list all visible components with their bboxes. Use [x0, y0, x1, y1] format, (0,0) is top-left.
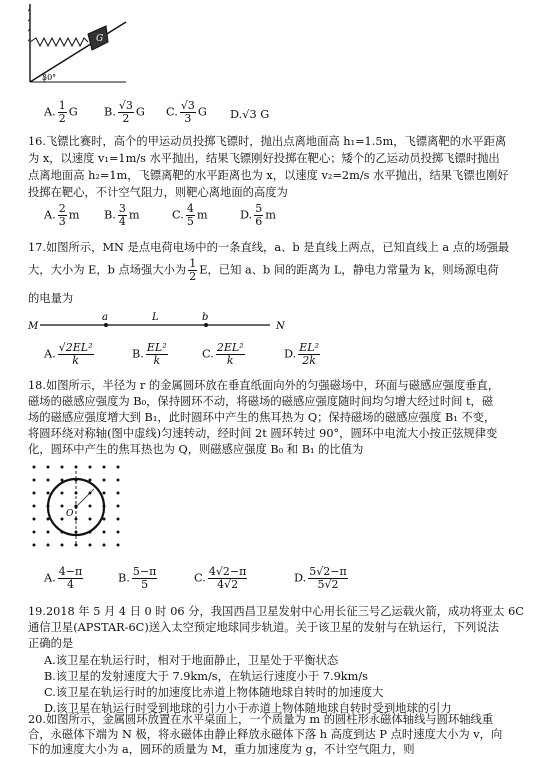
q16-option-a[interactable]: A. $\frac{2}{3}$ m: [44, 202, 80, 228]
q16-option-b[interactable]: B. $\frac{3}{4}$ m: [104, 202, 140, 228]
field-dot: [117, 479, 120, 482]
q18-line-5: 化，圆环中产生的焦耳热也为 Q，则磁感应强度 B₀ 和 B₁ 的比值为: [28, 443, 364, 456]
q18-option-c[interactable]: C. $\frac{4√2-\pi}{4√2}$: [194, 565, 247, 591]
q19-line-2: 通信卫星(APSTAR-6C)送入太空预定地球同步轨道。关于该卫星的发射与在轨运行，下列说法: [28, 621, 499, 634]
field-dot: [33, 505, 36, 508]
q15-option-d[interactable]: D.√3 G: [230, 108, 270, 121]
field-dot: [117, 531, 120, 534]
q17-line-1: 17.如图所示，MN 是点电荷电场中的一条直线，a、b 是直线上两点，已知直线上 a 点的场强最: [28, 241, 510, 254]
angle-label: 30°: [42, 73, 57, 82]
q16-option-c[interactable]: C. $\frac{4}{5}$ m: [172, 202, 208, 228]
field-dot: [103, 544, 106, 547]
q20-line-2: 合，永磁体下端为 N 极，将永磁体由静止释放永磁体下落 h 高度到达 P 点时速度大小为 v，向: [28, 728, 503, 741]
field-dot: [47, 479, 50, 482]
field-dot: [89, 466, 92, 469]
field-dot: [117, 518, 120, 521]
q19-line-1: 19.2018 年 5 月 4 日 0 时 06 分，我国西昌卫星发射中心用长征三号乙运载火箭，成功将亚太 6C: [28, 605, 524, 618]
point-a: [104, 323, 108, 327]
field-dot: [117, 492, 120, 495]
q18-line-1: 18.如图所示，半径为 r 的金属圆环放在垂直纸面向外的匀强磁场中，环面与磁感应强度垂直，: [28, 379, 500, 392]
field-dot: [33, 466, 36, 469]
q17-option-b[interactable]: B. $\frac{\text{EL²}}{k}$: [132, 341, 167, 367]
q20-line-3: 下的加速度大小为 a，圆环的质量为 M，重力加速度为 g，不计空气阻力，则: [28, 743, 415, 756]
label-b: b: [202, 312, 209, 323]
field-dot: [75, 466, 78, 469]
q19-choice-a[interactable]: A.该卫星在轨运行时，相对于地面静止，卫星处于平衡状态: [44, 654, 339, 667]
q15-option-a[interactable]: A. $\frac{1}{2}$ G: [44, 99, 78, 125]
label-m: M: [28, 321, 39, 332]
q18-line-4: 将圆环绕对称轴(图中虚线)匀速转动，经时间 2t 圆环转过 90°，圆环中电流大小按正弦规律变: [28, 427, 498, 440]
point-b: [204, 323, 208, 327]
field-dot: [61, 466, 64, 469]
q16-option-d[interactable]: D. $\frac{5}{6}$ m: [240, 202, 276, 228]
label-n: N: [276, 321, 285, 332]
field-dot: [61, 492, 64, 495]
incline-spring-figure: [28, 4, 128, 84]
q19-choice-b[interactable]: B.该卫星的发射速度大于 7.9km/s，在轨运行速度小于 7.9km/s: [44, 670, 368, 683]
field-dot: [89, 544, 92, 547]
label-a: a: [102, 312, 108, 323]
q16-line-2: 为 x，以速度 v₁=1m/s 水平抛出，结果飞镖刚好投掷在靶心；矮个的乙运动员投掷飞镖时抛出: [28, 152, 500, 165]
center-label: O: [66, 509, 74, 519]
q19-choice-d[interactable]: D.该卫星在轨运行时受到地球的引力小于赤道上物体随地球自转时受到地球的引力: [44, 702, 452, 715]
q18-option-d[interactable]: D. $\frac{5√2-\pi}{5√2}$: [294, 565, 347, 591]
field-dot: [103, 531, 106, 534]
q15-option-c[interactable]: C. $\frac{√3}{3}$ G: [166, 99, 207, 125]
field-dot: [33, 531, 36, 534]
field-dot: [117, 505, 120, 508]
q18-option-a[interactable]: A. $\frac{4-\pi}{4}$: [44, 565, 83, 591]
field-dot: [89, 505, 92, 508]
q18-line-3: 场的磁感应强度增大到 B₁，此时圆环中产生的焦耳热为 Q；保持磁场的磁感应强度 B₁ 不变，: [28, 411, 496, 424]
field-dot: [103, 466, 106, 469]
q19-choice-c[interactable]: C.该卫星在轨运行时的加速度比赤道上物体随地球自转时的加速度大: [44, 686, 384, 699]
field-dot: [33, 492, 36, 495]
field-dot: [103, 492, 106, 495]
block-label: G: [96, 34, 104, 44]
mn-line-figure: [28, 310, 298, 332]
q18-line-2: 磁场的磁感应强度为 B₀，保持圆环不动，将磁场的磁感应强度随时间均匀增大经过时间 t，磁: [28, 395, 494, 408]
label-l: L: [152, 312, 159, 323]
field-dot: [61, 518, 64, 521]
q17-line-2: 大，大小为 E，b 点场强大小为 $\frac{1}{2}$ E，已知 a、b 间的距离为 L，静电力常量为 k，则场源电荷: [28, 257, 499, 283]
q18-option-b[interactable]: B. $\frac{5-\pi}{5}$: [118, 565, 157, 591]
q16-line-4: 投掷在靶心，不计空气阻力，则靶心离地面的高度为: [28, 186, 288, 199]
q17-option-d[interactable]: D. $\frac{\text{EL²}}{2k}$: [284, 341, 319, 367]
q16-line-3: 点离地面高 h₂=1m，飞镖离靶的水平距离也为 x，以速度 v₂=2m/s 水平抛出，结果飞镖也刚好: [28, 169, 509, 182]
q15-option-b[interactable]: B. $\frac{√3}{2}$ G: [104, 99, 145, 125]
field-dot: [47, 531, 50, 534]
q17-line-3: 的电量为: [28, 292, 74, 305]
field-dot: [117, 466, 120, 469]
field-dot: [33, 518, 36, 521]
field-dot: [47, 544, 50, 547]
magnetic-ring-figure: [28, 463, 128, 553]
q16-line-1: 16.飞镖比赛时，高个的甲运动员投掷飞镖时，抛出点离地面高 h₁=1.5m，飞镖离靶的水平距离: [28, 135, 507, 148]
field-dot: [61, 544, 64, 547]
q17-option-a[interactable]: A. $\frac{\text{√2EL²}}{k}$: [44, 341, 93, 367]
q19-line-3: 正确的是: [28, 637, 74, 650]
field-dot: [61, 505, 64, 508]
q17-option-c[interactable]: C. $\frac{\text{2EL²}}{k}$: [202, 341, 244, 367]
q20-line-1: 20.如图所示，金属圆环放置在水平桌面上，一个质量为 m 的圆柱形永磁体轴线与圆环轴线重: [28, 713, 494, 726]
field-dot: [89, 518, 92, 521]
field-dot: [117, 544, 120, 547]
field-dot: [47, 492, 50, 495]
field-dot: [33, 544, 36, 547]
field-dot: [47, 466, 50, 469]
field-dot: [103, 479, 106, 482]
field-dot: [33, 479, 36, 482]
